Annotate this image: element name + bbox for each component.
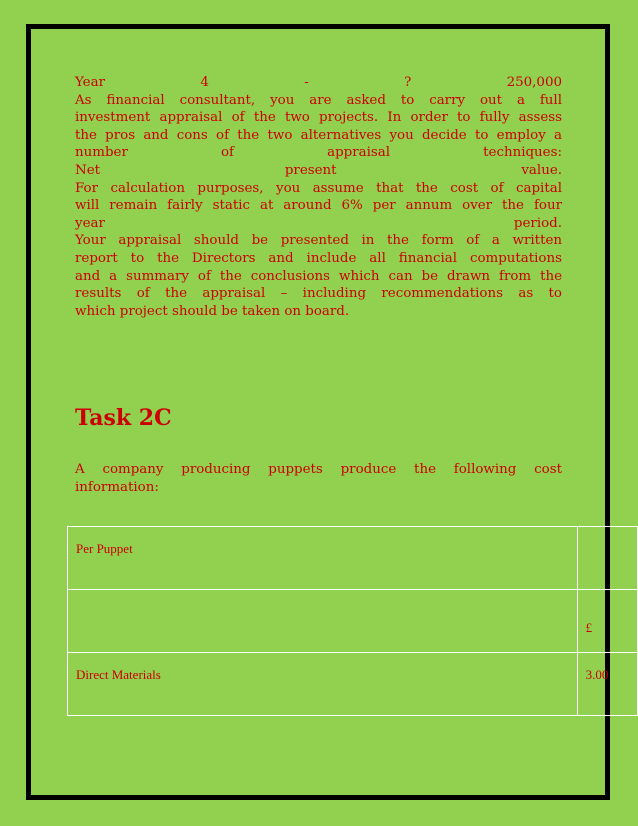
period-word: period. [513,215,562,231]
paragraph-line: which project should be taken on board. [75,303,350,319]
table-cell [68,527,578,590]
table-row [68,653,638,716]
year-row-cell: - [304,75,309,90]
task-heading: Task 2C [75,405,172,431]
table-cell [68,653,578,716]
document-body [75,74,562,320]
cell-value: 3.00 [585,667,609,682]
techniques-word: techniques: [483,145,562,161]
table-cell [577,653,637,716]
paragraph-line: will remain fairly static at around 6% per annum over the four [75,198,562,214]
cost-table [67,526,638,716]
paragraph-line: A company producing puppets produce the following cost [75,462,562,477]
cell-value [578,527,637,541]
cell-label: Direct Materials [76,667,161,682]
table-cell [577,527,637,590]
techniques-word: number [75,145,128,161]
table-row [68,527,638,590]
paragraph-line: the pros and cons of the two alternatives you decide to employ a [75,127,562,143]
paragraph-line: Your appraisal should be presented in the form of a written [75,233,562,249]
intro-paragraph [75,461,562,496]
year-row-cell: Year [75,75,105,90]
techniques-row [75,144,562,162]
table-cell [577,590,637,653]
npv-word: Net [75,162,101,178]
npv-word: value. [521,162,562,178]
cell-value: £ [585,620,593,635]
cell-label: Per Puppet [76,541,133,556]
year-row [75,74,562,92]
paragraph-line: information: [75,479,159,495]
paragraph-line: and a summary of the conclusions which can be drawn from the [75,268,562,284]
table-cell [68,590,578,653]
paragraph-line: investment appraisal of the two projects. In order to fully assess [75,110,562,126]
npv-row [75,162,562,180]
paragraph-line: results of the appraisal – including recommendations as to [75,286,562,302]
npv-word: present [284,162,337,178]
cell-label [68,590,577,620]
year-row-cell: 4 [200,75,209,90]
paragraph-line: report to the Directors and include all financial computations [75,250,562,266]
year-row-cell: ? [404,75,412,90]
table-row [68,590,638,653]
paragraph-line: For calculation purposes, you assume that the cost of capital [75,180,562,196]
year-row-cell: 250,000 [506,75,562,90]
period-word: year [75,215,105,231]
period-row [75,215,562,233]
techniques-word: appraisal [327,145,391,161]
techniques-word: of [220,145,234,161]
paragraph-line: As financial consultant, you are asked to carry out a full [75,92,562,108]
